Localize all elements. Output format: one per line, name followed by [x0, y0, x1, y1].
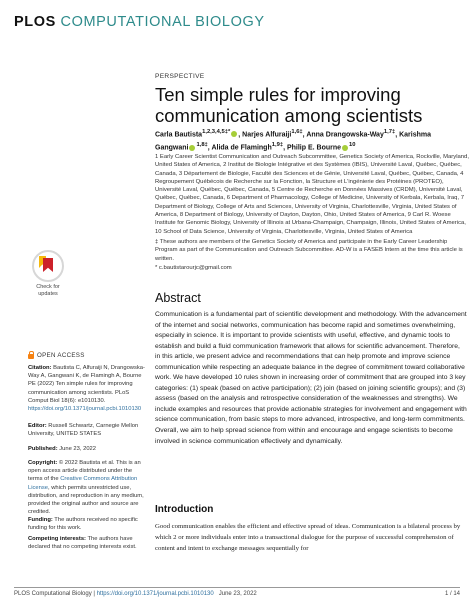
author-name[interactable]: Anna Drangowska-Way	[306, 131, 384, 139]
introduction-text: Good communication enables the efficient and effective spread of ideas. Communication is a bilateral process by which 2 or more individuals enter into a transactional dialogue for the purpose of successful comprehension of content and intent to exchange messages sequentially for	[155, 523, 461, 552]
orcid-icon[interactable]	[189, 145, 195, 151]
open-access-label: OPEN ACCESS	[37, 351, 85, 359]
orcid-icon[interactable]	[231, 131, 237, 137]
journal-name-bold: PLOS	[14, 14, 56, 30]
author-affil-sup: 1,9‡	[271, 142, 284, 149]
orcid-icon[interactable]	[342, 145, 348, 151]
editor-block	[28, 422, 146, 438]
citation-text: Bautista C, Alfuraiji N, Drangowska-Way A, Gangwani K, de Flamingh A, Bourne PE (2022) Ten simple rules for improving communication among scientists. PLoS Comput Biol 18(6): e1010130.	[28, 365, 145, 404]
affiliations: 1 Early Career Scientist Communication and Outreach Subcommittee, Genetics Society of America, Rockville, Maryland, United States of America, 2 Institut de Biologie Intégrative et des Systèmes (IBIS), Université Laval, Québec, Québec, Canada, 3 Département de Biologie, Faculté des Sciences et de Génie, Université Laval, Québec, Québec, Canada, 4 Regroupement Québécois de Recherche sur la Fonction, la Structure et L'ingénierie des Protéines (PROTEO), Université Laval, Québec, Québec, Canada, 5 Centre de Recherche en Données Massives (CRDM), Université Laval, Québec, Québec, Canada, 6 Department of Pharmacology, College of Medicine, University of Kerbala, Kerbala, Iraq, 7 Department of Biology, College of Arts and Sciences, University of Virginia, Charlottesville, Virginia, United States of America, 8 Department of Biology, University of Dayton, Dayton, Ohio, United States of America, 9 Carl R. Woese Institute for Genomic Biology, University of Illinois at Urbana-Champaign, Champaign, Illinois, United States of America, 10 School of Data Science, University of Virginia, Charlottesville, Virginia, United States of America	[155, 154, 469, 235]
funding-text: The authors received no specific funding for this work.	[28, 517, 138, 532]
author-list: Carla Bautista$^{1,2,3,4,5\ddagger*}$ , Narjes Alfuraiji$^{1,6\ddagger}$, Anna Drangowska-Way$^{1,7\ddagger}$, Karishma Gangwani $^{1,8\ddagger}$, Alida de Flamingh$^{1,9\ddagger}$, Philip E. Bourne $^{10}$	[155, 129, 431, 152]
author-affil-sup: 1,6‡	[291, 129, 303, 135]
copyright-text: © 2022 Bautista et al. This is an open access article distributed under the terms of the	[28, 460, 141, 483]
copyright-label: Copyright:	[28, 460, 58, 466]
author-affil-sup: 1,8‡	[196, 142, 208, 149]
competing-interests-block	[28, 535, 146, 551]
cc-license-link[interactable]: Creative Commons Attribution License	[28, 476, 138, 491]
author-affil-sup: 1,2,3,4,5‡*	[202, 129, 231, 135]
competing-label: Competing interests:	[28, 536, 86, 542]
citation-block	[28, 364, 146, 413]
published-label: Published:	[28, 446, 58, 452]
check-updates-icon	[32, 250, 64, 282]
copyright-text-2: , which permits unrestricted use, distribution, and reproduction in any medium, provided the original author and source are credited.	[28, 484, 144, 516]
editor-label: Editor:	[28, 423, 47, 429]
article-type: PERSPECTIVE	[155, 73, 205, 80]
check-updates-label: Check for updates	[36, 284, 60, 297]
equal-contribution-note: ‡ These authors are members of the Genetics Society of America and participate in the Early Career Leadership Program as part of the Communication and Outreach Subcommittee. AD-W is a FASEB Intern at the time this article is written.	[155, 239, 463, 262]
funding-label: Funding:	[28, 517, 53, 523]
competing-text: The authors have declared that no competing interests exist.	[28, 536, 137, 551]
journal-header	[14, 14, 265, 30]
footer-journal: PLOS Computational Biology	[14, 591, 92, 597]
open-access-badge	[28, 351, 85, 359]
open-lock-icon	[28, 351, 34, 359]
abstract-text: Communication is a fundamental part of scientific development and methodology. With the advancement of the internet and social networks, communication has become rapid and sometimes overwhelming, especially in science. It is important to provide scientists with useful, effective, and dynamic tools to establish and build a fluid communication framework that allows for scientific advancement. Therefore, in this article, we present advice and recommendations that can help promote and improve science communication while respecting an adequate balance in the degree of commitment toward collaborative work. We have developed 10 rules shown in increasing order of commitment that are grouped into 3 key categories: (1) speak (based on active participation); (2) join (based on joining scientific groups); and (3) assess (based on the analysis and retrospective consideration of the weaknesses and strengths). We include examples and resources that provide actionable strategies for involvement and engagement with science communication, from basic steps to more advanced, introspective, and long-term commitments. Overall, we aim to help spread science from within and encourage and engage scientists to become involved in science communication effectively and dynamically.	[155, 311, 467, 445]
copyright-block	[28, 459, 146, 516]
editor-text: Russell Schwartz, Carnegie Mellon University, UNITED STATES	[28, 423, 139, 438]
funding-block	[28, 516, 146, 532]
published-date: June 23, 2022	[57, 446, 96, 452]
citation-label: Citation:	[28, 365, 52, 371]
author-affil-sup: 1,7‡	[383, 129, 396, 135]
author-name[interactable]: Carla Bautista	[155, 131, 203, 139]
abstract-heading: Abstract	[155, 291, 201, 305]
footer-separator: |	[91, 591, 97, 597]
check-for-updates-badge[interactable]	[30, 250, 66, 298]
footer-doi-link[interactable]: https://doi.org/10.1371/journal.pcbi.1010130	[96, 591, 214, 597]
author-affil-sup: 10	[349, 142, 356, 149]
author-name[interactable]: Karishma Gangwani	[155, 131, 431, 152]
page-footer	[14, 591, 460, 597]
footer-divider	[14, 587, 460, 588]
citation-doi-link[interactable]: https://doi.org/10.1371/journal.pcbi.1010130	[28, 406, 142, 413]
footer-date: June 23, 2022	[218, 591, 257, 597]
bookmark-red-icon	[43, 258, 53, 272]
article-title: Ten simple rules for improving communication among scientists	[155, 84, 423, 126]
author-name[interactable]: Alida de Flamingh	[211, 144, 272, 152]
author-name[interactable]: Narjes Alfuraiji	[242, 131, 292, 139]
author-name[interactable]: Philip E. Bourne	[286, 144, 342, 152]
corresponding-email[interactable]: * c.bautistarourjc@gmail.com	[155, 265, 232, 271]
published-block	[28, 445, 146, 453]
introduction-heading: Introduction	[155, 504, 214, 515]
page-number: 1 / 14	[444, 591, 460, 597]
journal-name-rest: COMPUTATIONAL BIOLOGY	[55, 14, 265, 30]
